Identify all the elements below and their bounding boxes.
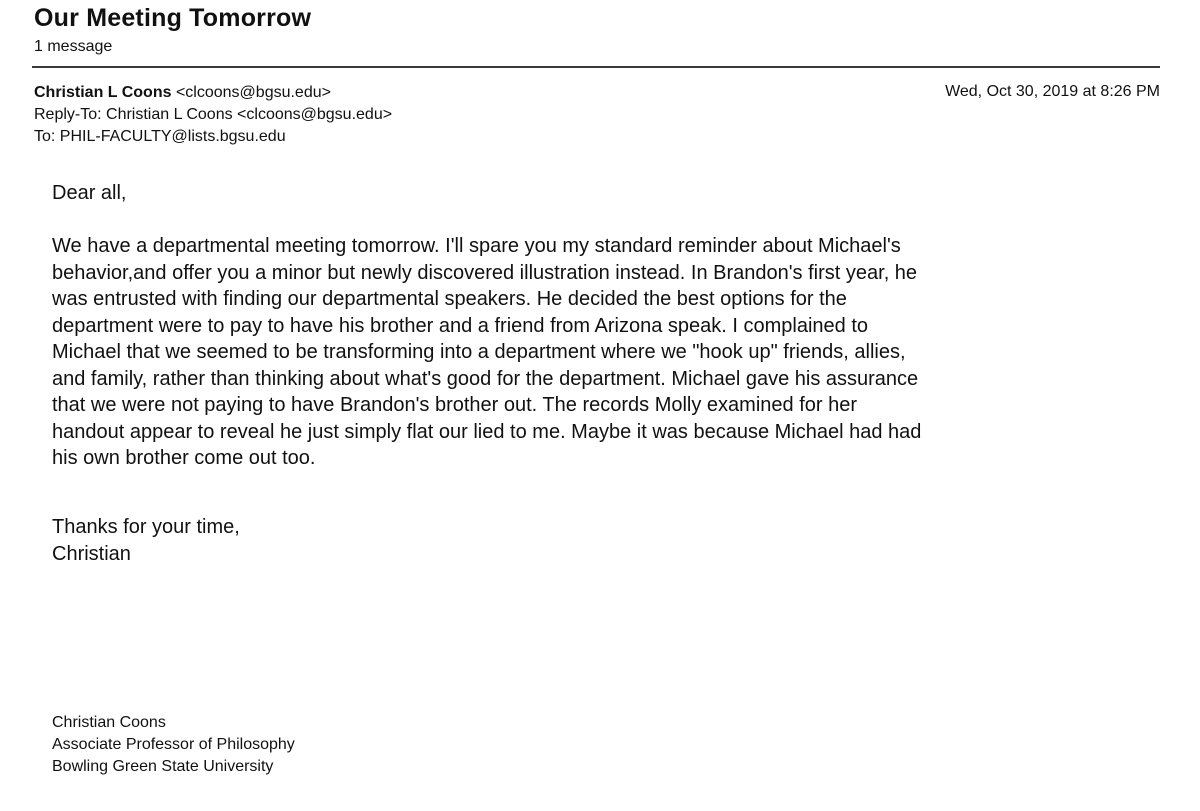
body-line: his own brother come out too.	[52, 447, 316, 469]
body-line: and family, rather than thinking about what's good for the department. Michael gave his assurance	[52, 367, 919, 390]
body-line: Michael that we seemed to be transforming into a department where we "hook up" friends, allies,	[52, 341, 906, 363]
sender-email: <clcoons@bgsu.edu>	[175, 84, 331, 101]
reply-to-line: Reply-To: Christian L Coons <clcoons@bgsu.edu>	[34, 106, 393, 123]
recipient-line: To: PHIL-FACULTY@lists.bgsu.edu	[34, 128, 286, 145]
body-line: was entrusted with finding our departmental speakers. He decided the best options for the	[52, 288, 847, 310]
body-line: handout appear to reveal he just simply flat our lied to me. Maybe it was because Michael had had	[52, 420, 922, 443]
closing-block	[52, 514, 1162, 567]
signature-title: Associate Professor of Philosophy	[52, 736, 295, 753]
header-divider	[32, 66, 1160, 68]
greeting: Dear all,	[52, 182, 127, 204]
email-subject: Our Meeting Tomorrow	[34, 4, 312, 32]
sender-line	[34, 82, 331, 104]
message-count: 1 message	[34, 38, 113, 55]
sender-first-name: Christian	[52, 542, 131, 565]
sent-date: Wed, Oct 30, 2019 at 8:26 PM	[945, 83, 1160, 100]
message-body	[52, 233, 1162, 472]
signature-name: Christian Coons	[52, 714, 166, 731]
body-line: behavior,and offer you a minor but newly discovered illustration instead. In Brandon's first year, he	[52, 261, 918, 284]
body-line: that we were not paying to have Brandon's brother out. The records Molly examined for her	[52, 394, 857, 416]
closing: Thanks for your time,	[52, 516, 240, 538]
body-line: We have a departmental meeting tomorrow. I'll spare you my standard reminder about Michael's	[52, 235, 901, 257]
signature-institution: Bowling Green State University	[52, 758, 274, 775]
body-line: department were to pay to have his brother and a friend from Arizona speak. I complained to	[52, 314, 869, 337]
sender-name: Christian L Coons	[34, 84, 172, 101]
signature-block	[52, 712, 295, 778]
